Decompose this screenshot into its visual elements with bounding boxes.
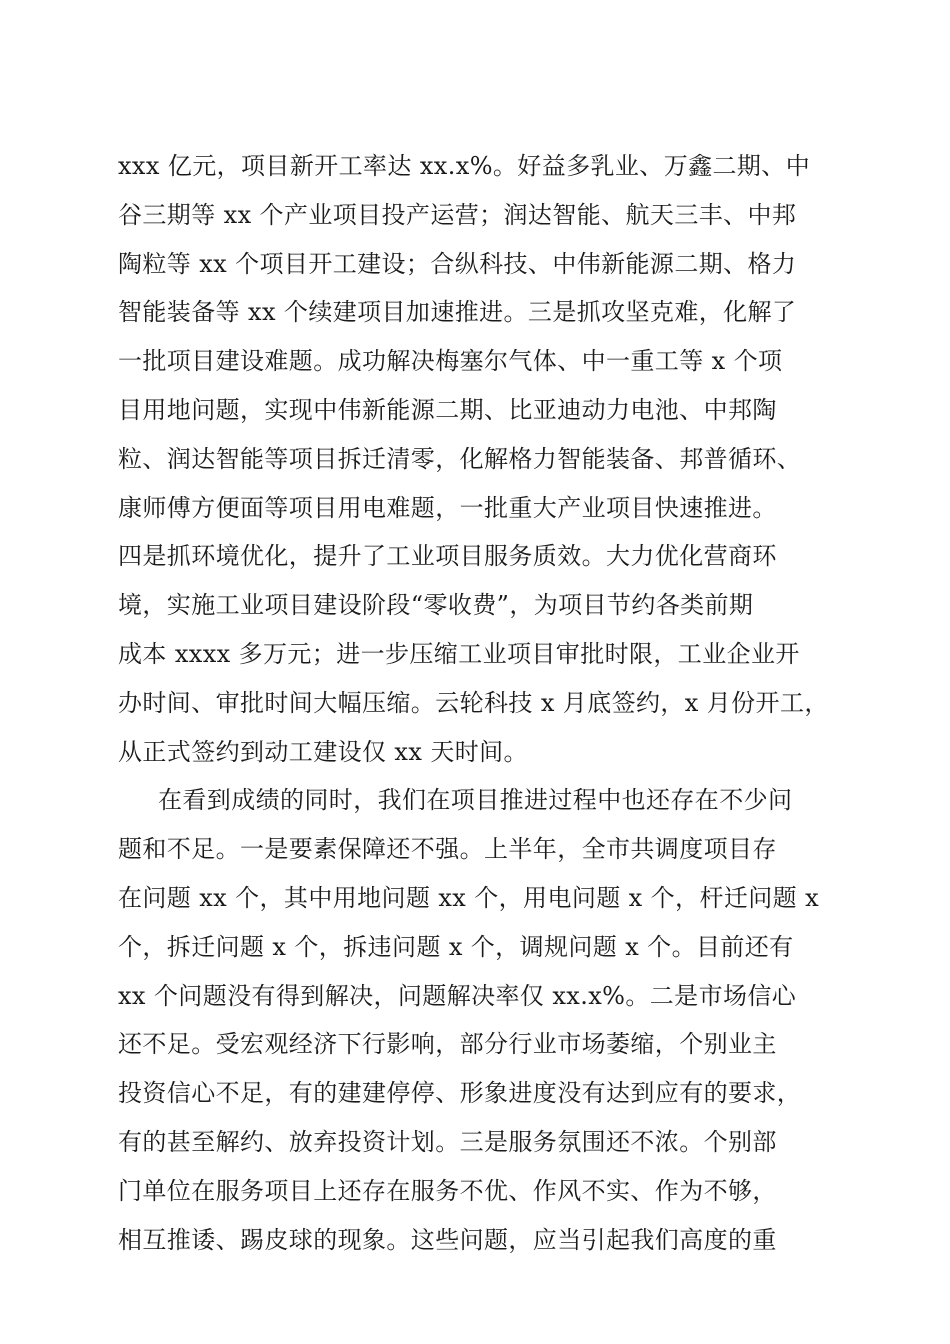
- text-line: 智能装备等 xx 个续建项目加速推进。三是抓攻坚克难，化解了: [118, 298, 797, 327]
- text-line: xxx 亿元，项目新开工率达 xx.x%。好益多乳业、万鑫二期、中: [118, 152, 811, 180]
- text-line: 还不足。受宏观经济下行影响，部分行业市场萎缩，个别业主: [118, 1030, 777, 1059]
- text-line: 从正式签约到动工建设仅 xx 天时间。: [118, 737, 528, 766]
- text-line: 有的甚至解约、放弃投资计划。三是服务氛围还不浓。个别部: [118, 1127, 777, 1156]
- text-line: 谷三期等 xx 个产业项目投产运营；润达智能、航天三丰、中邦: [118, 200, 797, 229]
- text-line: 康师傅方便面等项目用电难题，一批重大产业项目快速推进。: [118, 493, 777, 522]
- paragraph-2: [118, 776, 832, 1264]
- text-line: xx 个问题没有得到解决，问题解决率仅 xx.x%。二是市场信心: [118, 981, 797, 1010]
- text-line: 投资信心不足，有的建建停停、形象进度没有达到应有的要求，: [118, 1079, 802, 1108]
- text-line: 题和不足。一是要素保障还不强。上半年，全市共调度项目存: [118, 835, 777, 864]
- text-line: 境，实施工业项目建设阶段“零收费”，为项目节约各类前期: [118, 591, 754, 620]
- text-line: 成本 xxxx 多万元；进一步压缩工业项目审批时限，工业企业开: [118, 639, 800, 668]
- text-line: 四是抓环境优化，提升了工业项目服务质效。大力优化营商环: [118, 542, 777, 571]
- text-line: 在看到成绩的同时，我们在项目推进过程中也还存在不少问: [158, 786, 793, 815]
- text-line: 在问题 xx 个，其中用地问题 xx 个，用电问题 x 个，杆迁问题 x: [118, 883, 820, 912]
- text-line: 相互推诿、踢皮球的现象。这些问题，应当引起我们高度的重: [118, 1225, 777, 1254]
- text-line: 一批项目建设难题。成功解决梅塞尔气体、中一重工等 x 个项: [118, 347, 783, 376]
- text-line: 门单位在服务项目上还存在服务不优、作风不实、作为不够，: [118, 1176, 777, 1205]
- text-line: 个，拆迁问题 x 个，拆违问题 x 个，调规问题 x 个。目前还有: [118, 932, 794, 961]
- document-body: [118, 142, 832, 1264]
- text-line: 目用地问题，实现中伟新能源二期、比亚迪动力电池、中邦陶: [118, 395, 777, 424]
- text-line: 陶粒等 xx 个项目开工建设；合纵科技、中伟新能源二期、格力: [118, 249, 797, 278]
- text-line: 粒、润达智能等项目拆迁清零，化解格力智能装备、邦普循环、: [118, 444, 802, 473]
- paragraph-1: [118, 142, 832, 776]
- text-line: 办时间、审批时间大幅压缩。云轮科技 x 月底签约，x 月份开工，: [118, 688, 829, 717]
